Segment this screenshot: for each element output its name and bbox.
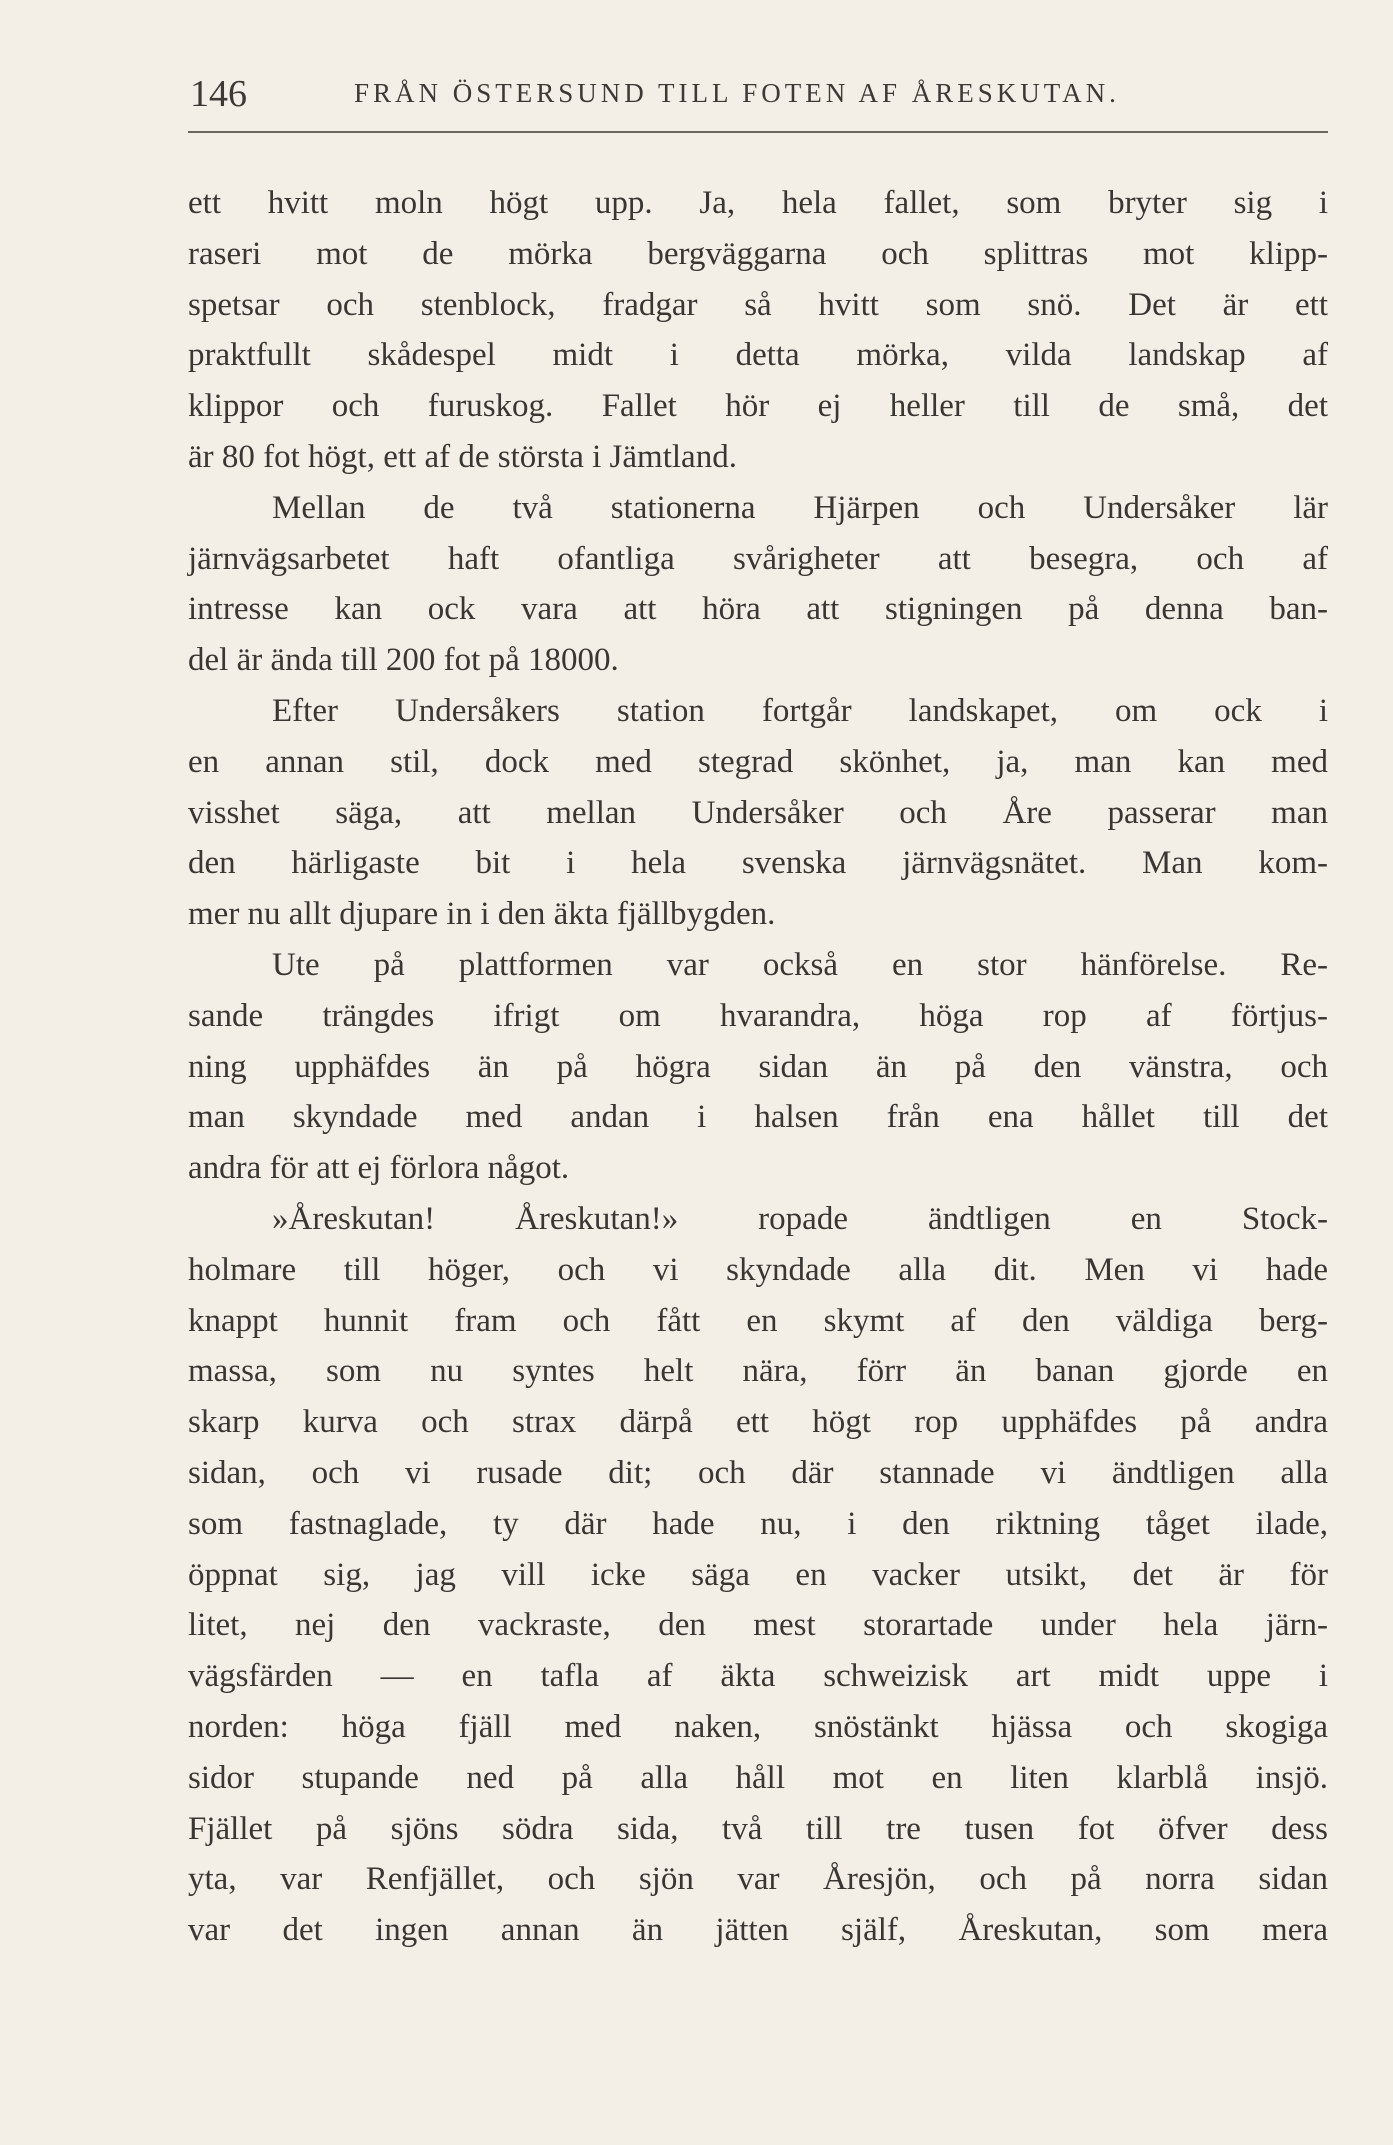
text-line: holmare till höger, och vi skyndade alla dit. Men vi hade (188, 1251, 1328, 1288)
page-header (188, 70, 1328, 120)
text-line: som fastnaglade, ty där hade nu, i den riktning tåget ilade, (188, 1505, 1328, 1542)
text-line: vägsfärden — en tafla af äkta schweizisk art midt uppe i (188, 1658, 1328, 1695)
text-line: norden: höga fjäll med naken, snöstänkt hjässa och skogiga (188, 1708, 1328, 1745)
text-line: den härligaste bit i hela svenska järnvägsnätet. Man kom- (188, 845, 1328, 882)
text-line: sande trängdes ifrigt om hvarandra, höga rop af förtjus- (188, 997, 1328, 1034)
text-line: andra för att ej förlora något. (188, 1150, 570, 1187)
running-title: FRÅN ÖSTERSUND TILL FOTEN AF ÅRESKUTAN. (354, 78, 1120, 108)
text-line: visshet säga, att mellan Undersåker och Åre passerar man (188, 794, 1328, 831)
text-line: intresse kan ock vara att höra att stigningen på denna ban- (188, 591, 1328, 628)
text-line: »Åreskutan! Åreskutan!» ropade ändtligen en Stock- (272, 1200, 1328, 1237)
text-line: Mellan de två stationerna Hjärpen och Undersåker lär (272, 489, 1328, 526)
text-line: spetsar och stenblock, fradgar så hvitt som snö. Det är ett (188, 286, 1328, 323)
text-line: en annan stil, dock med stegrad skönhet, ja, man kan med (188, 743, 1328, 780)
text-line: raseri mot de mörka bergväggarna och splittras mot klipp- (188, 235, 1328, 272)
text-line: är 80 fot högt, ett af de största i Jämtland. (188, 438, 737, 475)
text-line: Ute på plattformen var också en stor hänförelse. Re- (272, 946, 1328, 983)
text-line: öppnat sig, jag vill icke säga en vacker utsikt, det är för (188, 1556, 1328, 1593)
body-text (188, 178, 1328, 1956)
text-line: järnvägsarbetet haft ofantliga svårigheter att besegra, och af (188, 540, 1328, 577)
text-line: massa, som nu syntes helt nära, förr än banan gjorde en (188, 1353, 1328, 1390)
text-line: Fjället på sjöns södra sida, två till tre tusen fot öfver dess (188, 1810, 1328, 1847)
text-line: mer nu allt djupare in i den äkta fjällbygden. (188, 896, 776, 933)
text-line: ning upphäfdes än på högra sidan än på den vänstra, och (188, 1048, 1328, 1085)
text-line: sidan, och vi rusade dit; och där stannade vi ändtligen alla (188, 1454, 1328, 1491)
text-line: klippor och furuskog. Fallet hör ej heller till de små, det (188, 388, 1328, 425)
text-line: sidor stupande ned på alla håll mot en liten klarblå insjö. (188, 1759, 1328, 1796)
text-line: Efter Undersåkers station fortgår landskapet, om ock i (272, 692, 1328, 729)
text-line: yta, var Renfjället, och sjön var Åresjön, och på norra sidan (188, 1861, 1328, 1898)
page-number: 146 (190, 73, 247, 115)
text-line: litet, nej den vackraste, den mest storartade under hela järn- (188, 1607, 1328, 1644)
text-line: var det ingen annan än jätten själf, Åreskutan, som mera (188, 1912, 1328, 1949)
text-line: praktfullt skådespel midt i detta mörka, vilda landskap af (188, 337, 1328, 374)
text-line: knappt hunnit fram och fått en skymt af den väldiga berg- (188, 1302, 1328, 1339)
header-rule (188, 131, 1328, 133)
text-line: skarp kurva och strax därpå ett högt rop upphäfdes på andra (188, 1404, 1328, 1441)
text-line: man skyndade med andan i halsen från ena hållet till det (188, 1099, 1328, 1136)
text-line: del är ända till 200 fot på 18000. (188, 642, 619, 679)
text-line: ett hvitt moln högt upp. Ja, hela fallet, som bryter sig i (188, 185, 1328, 221)
